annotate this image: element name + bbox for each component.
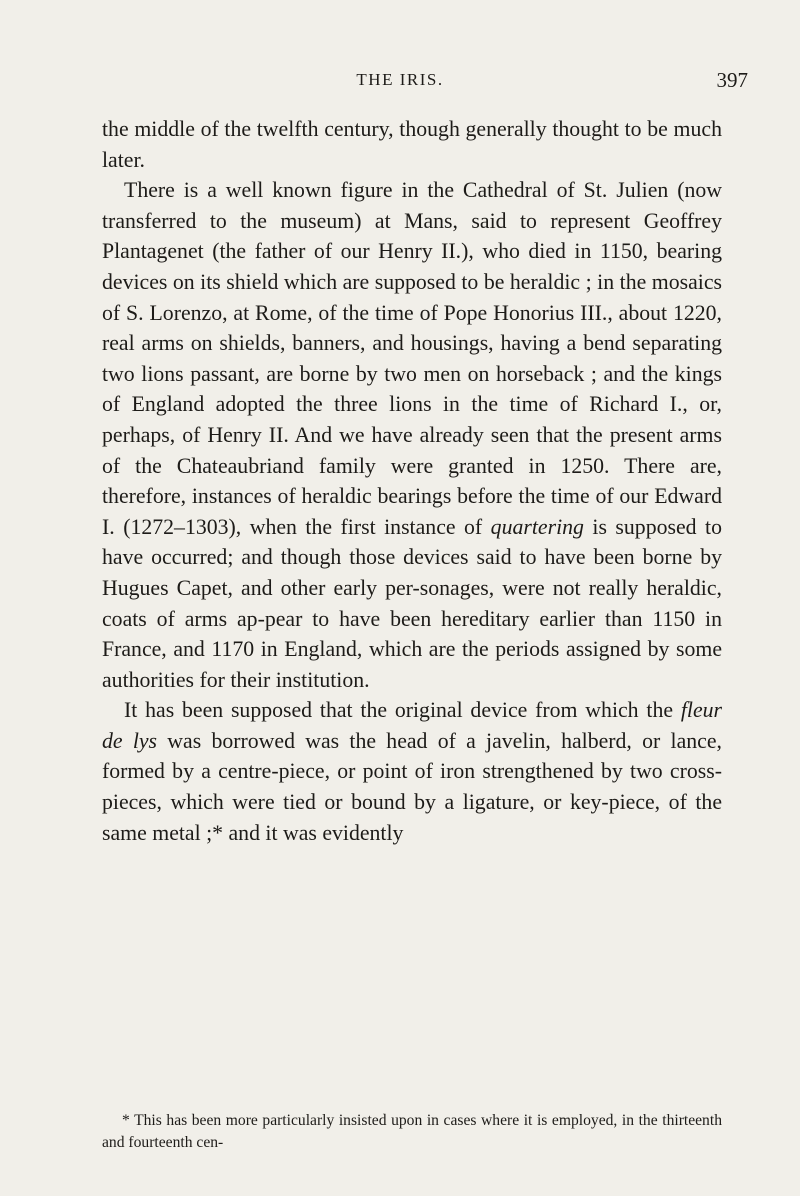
paragraph-3	[102, 695, 722, 848]
body-text	[102, 114, 722, 848]
paragraph-3-text-a: It has been supposed that the original device from which the	[124, 698, 681, 723]
running-title: THE IRIS.	[356, 70, 444, 89]
paragraph-2-text-a: There is a well known figure in the Cathedral of St. Julien (now transferred to the museum) at Mans, said to represent Geoffrey Plantagenet (the father of our Henry II.), who died in 1150, bearing devices on its shield which are supposed to be heraldic ; in the mosaics of S. Lorenzo, at Rome, of the time of Pope Honorius III., about 1220, real arms on shields, banners, and housings, having a bend separating two lions passant, are borne by two men on horseback ; and the kings of England adopted the three lions in the time of Richard I., or, perhaps, of Henry II. And we have already seen that the present arms of the Chateaubriand family were granted in 1250. There are, therefore, instances of heraldic bearings before the time of our Edward I. (1272–1303), when the first instance of	[102, 178, 722, 539]
term-fleur-de-lys: fleur de lys	[102, 698, 722, 753]
footnote-text: * This has been more particularly insisted upon in cases where it is employed, in the thirteenth and fourteenth cen-	[102, 1112, 722, 1151]
paragraph-2-text-b: is supposed to have occurred; and though those devices said to have been borne by Hugues Capet, and other early per-sonages, were not really heraldic, coats of arms ap-pear to have been hereditary earlier than 1150 in France, and 1170 in England, which are the periods assigned by some authorities for their institution.	[102, 514, 722, 692]
page-header	[0, 70, 800, 96]
term-quartering: quartering	[490, 514, 584, 539]
page-number: 397	[716, 68, 748, 92]
paragraph-1	[102, 114, 722, 175]
paragraph-1-text: the middle of the twelfth century, though generally thought to be much later.	[102, 117, 722, 172]
footnote	[102, 1110, 722, 1154]
paragraph-2	[102, 175, 722, 695]
paragraph-3-text-b: was borrowed was the head of a javelin, halberd, or lance, formed by a centre-piece, or point of iron strengthened by two cross-pieces, which were tied or bound by a ligature, or key-piece, of the same metal ;* and it was evidently	[102, 728, 722, 845]
